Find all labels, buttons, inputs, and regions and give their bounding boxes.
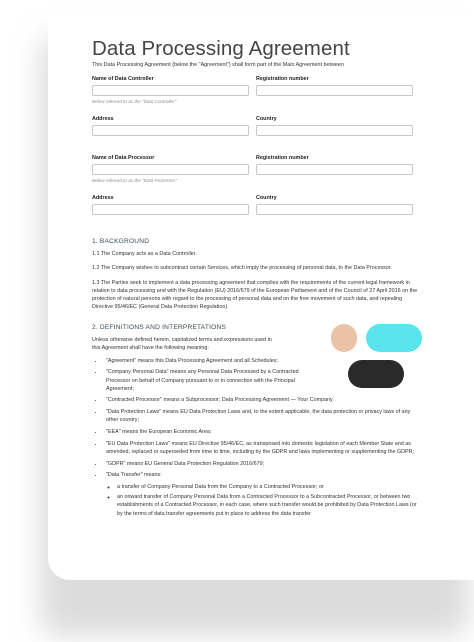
- controller-country-label: Country: [256, 116, 277, 122]
- processor-country-field: [256, 195, 413, 215]
- definition-subitem: ◦ a transfer of Company Personal Data from the Company to a Contracted Processor; or: [117, 483, 422, 491]
- controller-address-field: [92, 116, 249, 136]
- processor-hint: Below referred to as the "Data Processor": [92, 178, 177, 183]
- controller-name-label: Name of Data Controller: [92, 76, 154, 82]
- background-section: [92, 238, 422, 317]
- controller-country-input[interactable]: [256, 125, 413, 136]
- processor-reg-label: Registration number: [256, 155, 309, 161]
- processor-country-label: Country: [256, 195, 277, 201]
- processor-address-field: [92, 195, 249, 215]
- document-page: [48, 12, 474, 580]
- controller-form: [92, 76, 422, 156]
- controller-name-input[interactable]: [92, 85, 249, 96]
- definition-item: • "EU Data Protection Laws" means EU Directive 95/46/EC, as transposed into domestic legislation of each Member State and as amended, replaced or superseded from time to time, including by the GDPR and laws implementing or supplementing the GDPR;: [104, 440, 422, 456]
- definition-item: • "EEA" means the European Economic Area;: [104, 428, 422, 436]
- processor-address-label: Address: [92, 195, 114, 201]
- color-swatch-cyan: [366, 324, 422, 352]
- page-title: Data Processing Agreement: [92, 37, 350, 60]
- definition-item-text: "Data Transfer" means:: [106, 472, 162, 479]
- definitions-title: 2. DEFINITIONS AND INTERPRETATIONS: [92, 324, 227, 331]
- controller-reg-field: [256, 76, 413, 96]
- controller-reg-label: Registration number: [256, 76, 309, 82]
- definition-item: • "Company Personal Data" means any Personal Data Processed by a Contracted Processor on behalf of Company pursuant to or in connection with the Principal Agreement;: [104, 368, 316, 393]
- background-title: 1. BACKGROUND: [92, 238, 150, 245]
- controller-country-field: [256, 116, 413, 136]
- processor-name-field: [92, 155, 249, 183]
- bottom-fade: [48, 534, 474, 580]
- definition-item: • "Data Protection Laws" means EU Data Protection Laws and, to the extent applicable, the data protection or privacy laws of any other country;: [104, 408, 422, 424]
- controller-name-field: [92, 76, 249, 104]
- processor-reg-field: [256, 155, 413, 175]
- definition-item: • "Contracted Processor" means a Subprocessor; Data Processing Agreement — Your Company: [104, 396, 422, 404]
- definitions-intro: Unless otherwise defined herein, capitalized terms and expressions used in this Agreement shall have the following meaning:: [92, 337, 272, 352]
- background-p3: 1.3 The Parties seek to implement a data processing agreement that complies with the requirements of the current legal framework in relation to data processing and with the Regulation (EU) 2016/679 of the European Parliament and of the Council of 27 April 2016 on the protection of natural persons with regard to the processing of personal data and on the free movement of such data, and repealing Directive 95/46/EC (General Data Protection Regulation).: [92, 279, 418, 311]
- definition-subitem: ◦ an onward transfer of Company Personal Data from a Contracted Processor to a Subcontracted Processor, or between two establishments of a Contracted Processor, in each case, where such transfer would be prohibited by Data Protection Laws (or by the terms of data transfer agreements put in place to address the data transfer: [117, 493, 422, 518]
- definition-item: [104, 471, 422, 518]
- processor-name-input[interactable]: [92, 164, 249, 175]
- definition-item: • "GDPR" means EU General Data Protection Regulation 2016/679;: [104, 460, 422, 468]
- controller-address-label: Address: [92, 116, 114, 122]
- definitions-sublist: [106, 483, 422, 518]
- processor-address-input[interactable]: [92, 204, 249, 215]
- color-swatch-peach: [331, 324, 357, 352]
- background-p1: 1.1 The Company acts as a Data Controller.: [92, 251, 197, 258]
- processor-name-label: Name of Data Processor: [92, 155, 155, 161]
- background-p2: 1.2 The Company wishes to subcontract certain Services, which imply the processing of personal data, to the Data Processor.: [92, 265, 392, 272]
- intro-text: This Data Processing Agreement (below the "Agreement") shall form part of the Main Agreement between: [92, 62, 344, 68]
- processor-reg-input[interactable]: [256, 164, 413, 175]
- controller-reg-input[interactable]: [256, 85, 413, 96]
- definitions-section: [92, 324, 422, 521]
- controller-hint: Below referred to as the "Data Controller": [92, 99, 177, 104]
- processor-country-input[interactable]: [256, 204, 413, 215]
- processor-form: [92, 155, 422, 235]
- definition-item: • "Agreement" means this Data Processing Agreement and all Schedules;: [104, 357, 306, 365]
- color-swatch-dark: [348, 360, 404, 388]
- controller-address-input[interactable]: [92, 125, 249, 136]
